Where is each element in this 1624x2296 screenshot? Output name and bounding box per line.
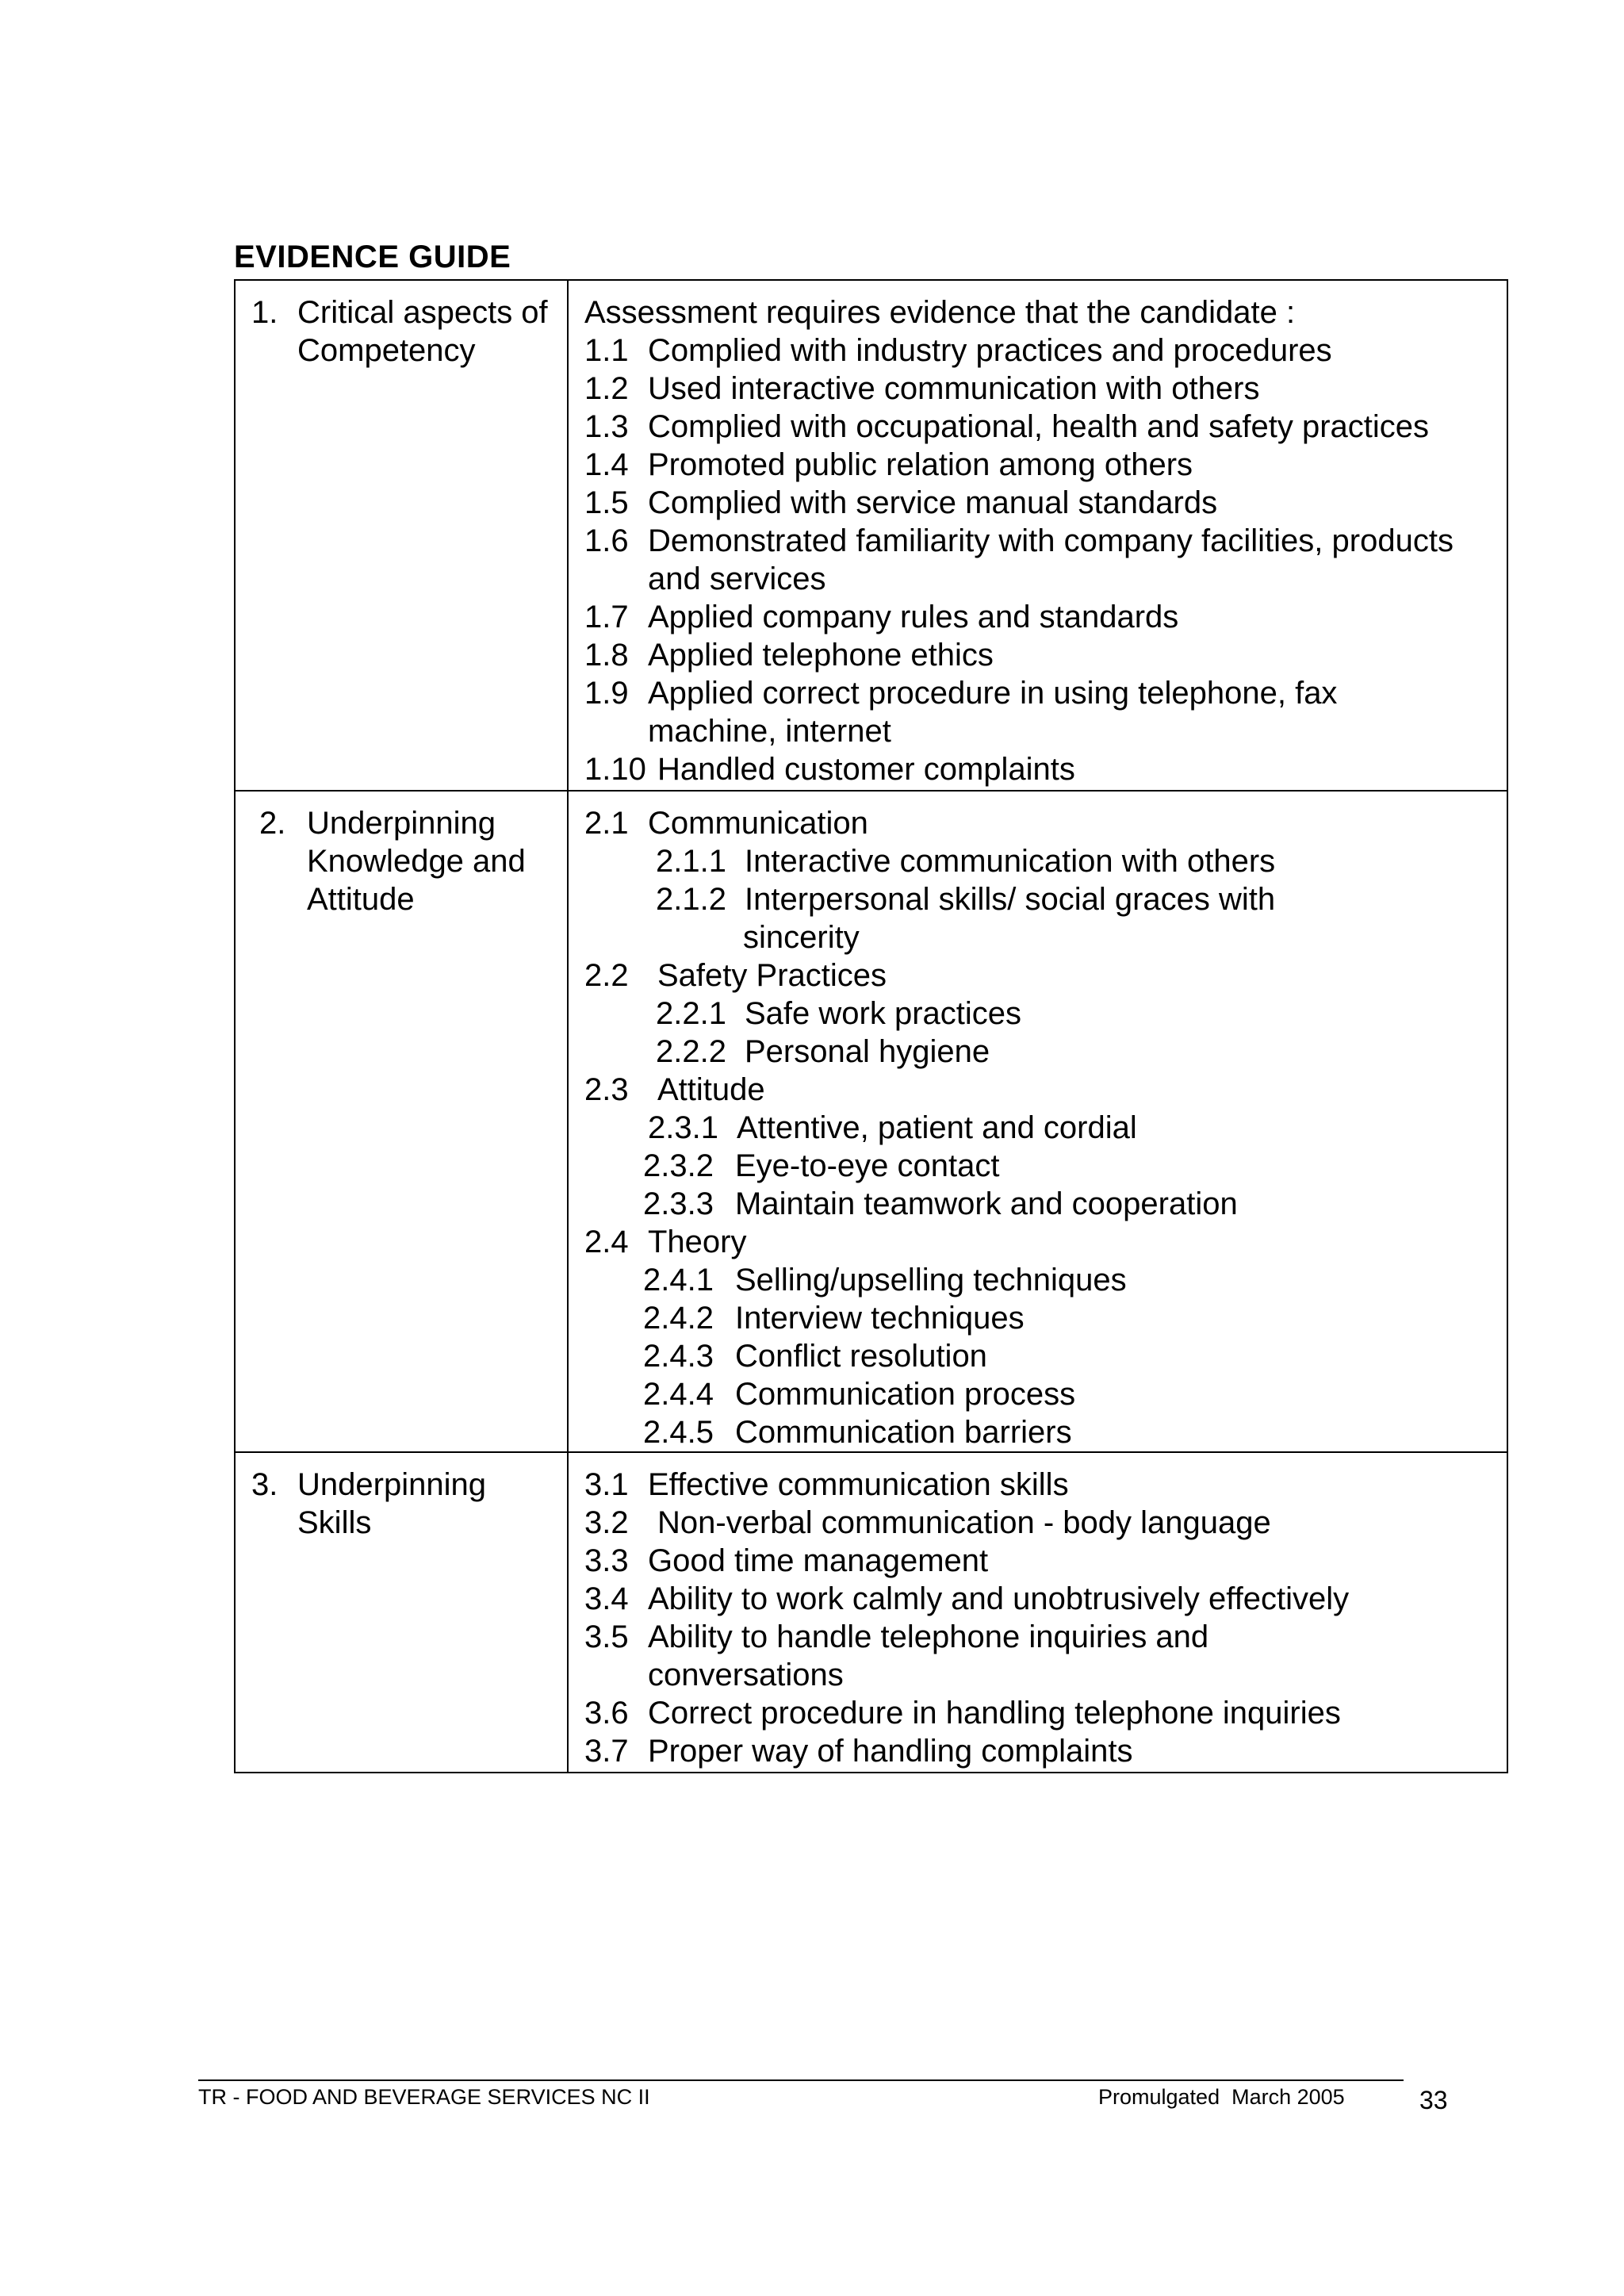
list-item: 2.2.1 Safe work practices (656, 996, 1022, 1031)
row-content-cell (568, 280, 1507, 791)
list-item: 2.3.3 Maintain teamwork and cooperation (643, 1186, 1238, 1221)
list-item: 3.2 Non-verbal communication - body language (584, 1505, 1271, 1540)
list-item: 3.4 Ability to work calmly and unobtrusively effectively (584, 1581, 1350, 1616)
list-item: 2.4.4 Communication process (643, 1377, 1076, 1412)
table-row (235, 1452, 1507, 1773)
list-item: 1.9 Applied correct procedure in using telephone, fax machine, internet (584, 676, 1338, 749)
list-item: 2.1 Communication (584, 806, 868, 841)
list-item: 2.4 Theory (584, 1225, 747, 1259)
list-item: 3.6 Correct procedure in handling telephone inquiries (584, 1696, 1341, 1731)
list-item: 1.1 Complied with industry practices and procedures (584, 333, 1332, 368)
list-item: 2.4.1 Selling/upselling techniques (643, 1263, 1127, 1297)
row-number: 1. (251, 295, 278, 330)
row-content-cell (568, 1452, 1507, 1773)
row-label-line: Underpinning (307, 806, 496, 841)
row-number: 2. (259, 806, 286, 841)
row-label-line: Underpinning (297, 1467, 486, 1502)
row-label-cell (235, 791, 568, 1452)
list-item: 3.7 Proper way of handling complaints (584, 1734, 1133, 1769)
footer-promulgation-date: Promulgated March 2005 (1098, 2085, 1345, 2109)
table-row (235, 791, 1507, 1452)
table-row (235, 280, 1507, 791)
row-label-line: Knowledge and (307, 844, 526, 879)
page-number: 33 (1419, 2086, 1448, 2114)
list-item: 2.2 Safety Practices (584, 958, 887, 993)
list-item: 1.7 Applied company rules and standards (584, 600, 1179, 634)
list-item: 2.3.1 Attentive, patient and cordial (648, 1110, 1137, 1145)
list-item: 1.6 Demonstrated familiarity with company facilities, products and services (584, 523, 1454, 596)
list-item: 2.4.2 Interview techniques (643, 1301, 1025, 1336)
list-item: 1.5 Complied with service manual standards (584, 485, 1218, 520)
list-item: 3.1 Effective communication skills (584, 1467, 1069, 1502)
list-item: 1.4 Promoted public relation among others (584, 447, 1193, 482)
footer-document-title: TR - FOOD AND BEVERAGE SERVICES NC II (198, 2085, 650, 2109)
list-item: 1.10 Handled customer complaints (584, 752, 1075, 787)
list-item: 1.2 Used interactive communication with others (584, 371, 1260, 406)
row-label-line: Critical aspects of (297, 295, 548, 330)
row-label-cell (235, 280, 568, 791)
list-item: 1.3 Complied with occupational, health and safety practices (584, 409, 1429, 444)
row-label-cell (235, 1452, 568, 1773)
list-item: 3.5 Ability to handle telephone inquiries and conversations (584, 1619, 1209, 1692)
list-item: 2.4.3 Conflict resolution (643, 1339, 987, 1374)
row-label-line: Skills (297, 1505, 372, 1540)
list-item: 1.8 Applied telephone ethics (584, 638, 994, 673)
row-label-line: Competency (297, 333, 476, 368)
list-item: 2.1.2 Interpersonal skills/ social graces with (656, 882, 1276, 917)
list-item: 2.3.2 Eye-to-eye contact (643, 1148, 1000, 1183)
section-title: EVIDENCE GUIDE (234, 240, 511, 274)
row-content-cell (568, 791, 1507, 1452)
evidence-guide-table (234, 279, 1508, 1773)
row-label-line: Attitude (307, 882, 415, 917)
list-item: 3.3 Good time management (584, 1543, 989, 1578)
list-item: 2.1.1 Interactive communication with others (656, 844, 1276, 879)
list-item: 2.4.5 Communication barriers (643, 1415, 1072, 1450)
list-item: 2.2.2 Personal hygiene (656, 1034, 990, 1069)
intro-text: Assessment requires evidence that the candidate : (584, 295, 1296, 330)
list-item: 2.3 Attitude (584, 1072, 765, 1107)
footer-rule (198, 2079, 1404, 2081)
row-number: 3. (251, 1467, 278, 1502)
list-item-continuation: sincerity (743, 920, 860, 955)
